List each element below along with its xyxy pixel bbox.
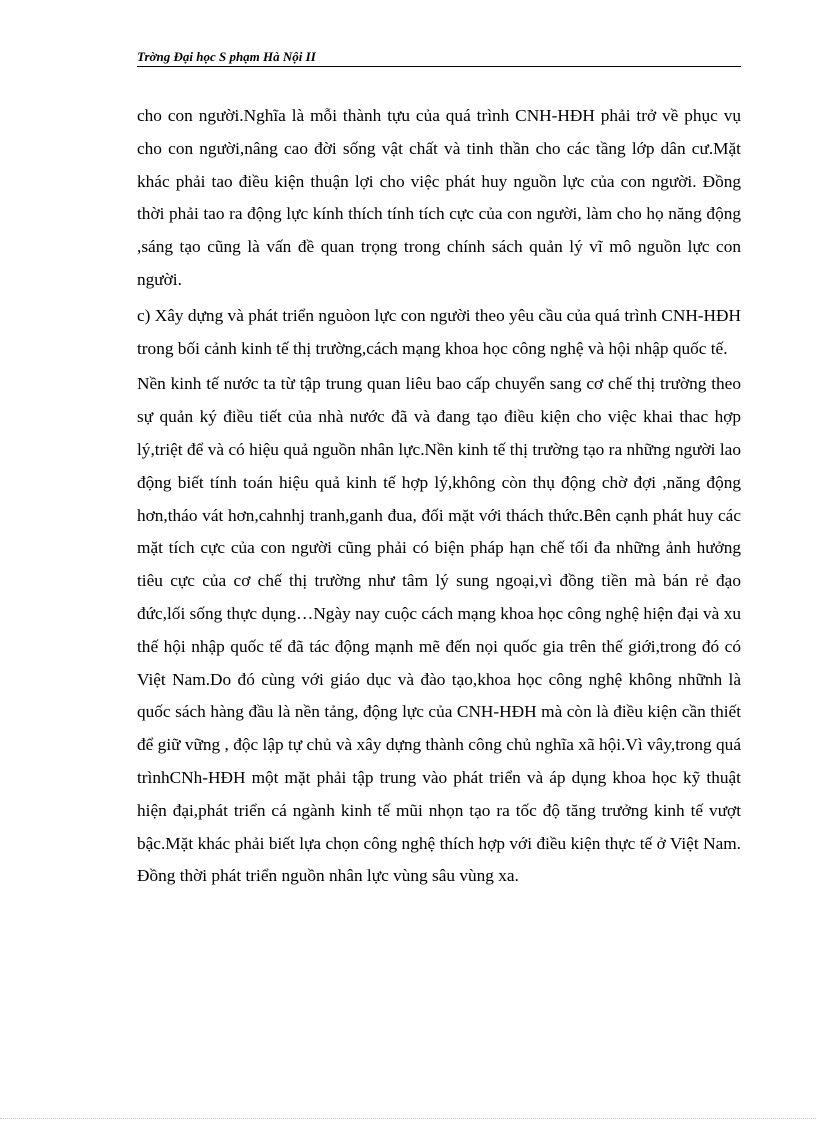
page-header: Trờng Đại học S phạm Hà Nội II: [137, 48, 741, 67]
paragraph-1: cho con người.Nghĩa là mỗi thành tựu của quá trình CNH-HĐH phải trở về phục vụ cho con người,nâng cao đời sống vật chất và tinh thần cho các tầng lớp dân cư.Mặt khác phải tao điều kiện thuận lợi cho việc phát huy nguồn lực của con người. Đồng thời phải tao ra động lực kính thích tính tích cực của con người, làm cho họ năng động ,sáng tạo cũng là vấn đề quan trọng trong chính sách quản lý vĩ mô nguồn lực con người.: [137, 106, 741, 289]
body-text: [137, 100, 741, 893]
footer-dotted-rule: [0, 1118, 816, 1119]
paragraph-2-heading-c: c) Xây dựng và phát triển nguòon lực con người theo yêu cầu của quá trình CNH-HĐH trong bối cảnh kinh tế thị trường,cách mạng khoa học công nghệ và hội nhập quốc tế.: [137, 305, 741, 358]
paragraph-3: Nền kinh tế nước ta từ tập trung quan liêu bao cấp chuyển sang cơ chế thị trường theo sự quản ký điều tiết của nhà nước đã và đang tạo điều kiện cho việc khai thac hợp lý,triệt để và có hiệu quả nguồn nhân lực.Nền kinh tế thị trường tạo ra những người lao động biết tính toán hiệu quả kinh tế hợp lý,không còn thụ động chờ đợi ,năng động hơn,tháo vát hơn,cahnhj tranh,ganh đua, đối mặt với thách thức.Bên cạnh phát huy các mặt tích cực của con người cũng phải có biện pháp hạn chế tối đa những ảnh hưởng tiêu cực của cơ chế thị trường như tâm lý sung ngoại,vì đồng tiền mà bán rẻ đạo đức,lối sống thực dụng…Ngày nay cuộc cách mạng khoa học công nghệ hiện đại và xu thế hội nhập quốc tế đã tác động mạnh mẽ đến nọi quốc gia trên thế giới,trong đó có Việt Nam.Do đó cùng với giáo dục và đào tạo,khoa học công nghệ không nhữnh là quốc sách hàng đầu là nền tảng, động lực của CNH-HĐH mà còn là điều kiện cần thiết để giữ vững , độc lập tự chủ và xây dựng thành công chủ nghĩa xã hội.Vì vây,trong quá trìnhCNh-HĐH một mặt phải tập trung vào phát triển và áp dụng khoa học kỹ thuật hiện đại,phát triển cá ngành kinh tế mũi nhọn tạo ra tốc độ tăng trưởng kinh tế vượt bậc.Mặt khác phải biết lựa chọn công nghệ thích hợp với điều kiện thực tế ở Việt Nam. Đồng thời phát triển nguồn nhân lực vùng sâu vùng xa.: [137, 374, 741, 886]
